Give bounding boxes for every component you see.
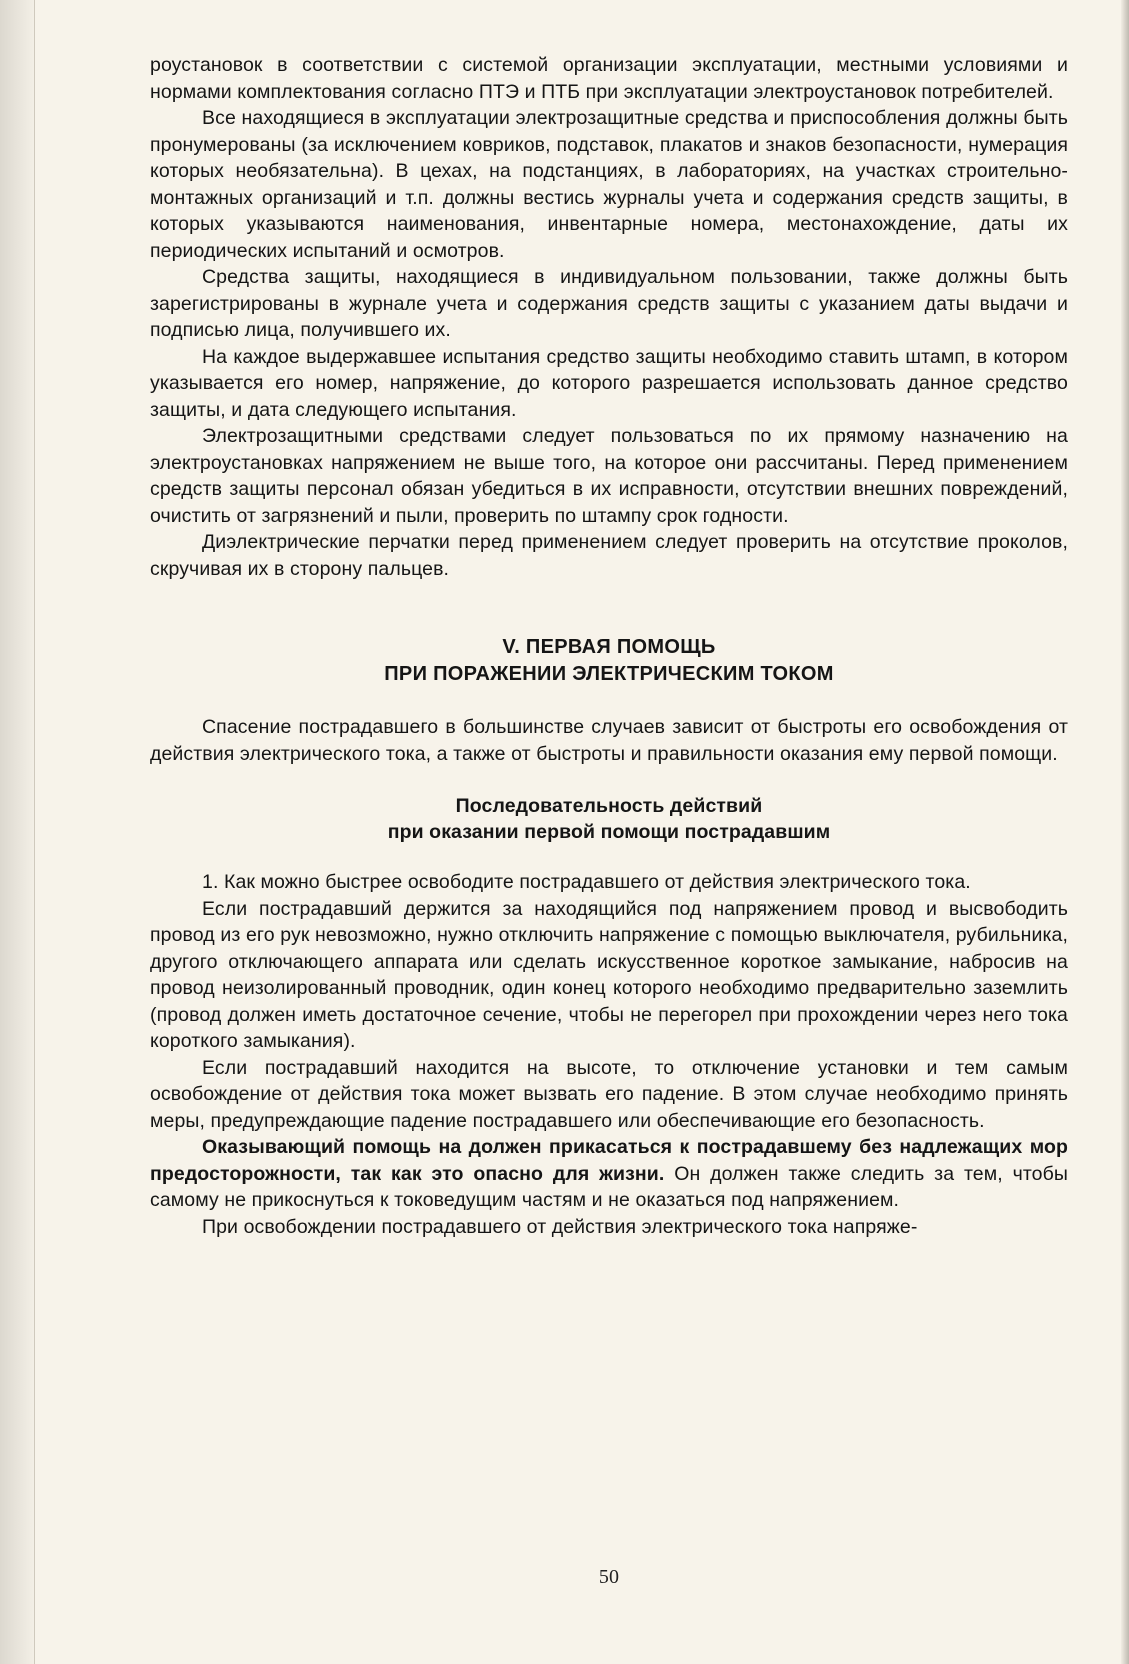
paragraph-warning (150, 1134, 1068, 1214)
subsection-title-line-2: при оказании первой помощи пострадавшим (387, 821, 831, 843)
warning-bold-text: Оказывающий помощь на должен прикасаться к пострадавшему без надлежащих мор предосторожности, так как это опасно для жизни. (150, 1136, 1068, 1185)
section-title-line-1: V. ПЕРВАЯ ПОМОЩЬ (502, 636, 716, 658)
paragraph-height: Если пострадавший находится на высоте, то отключение установки и тем самым освобождение от действия тока может вызвать его падение. В этом случае необходимо принять меры, предупреждающие падение пострадавшего или обеспечивающие его безопасность. (150, 1056, 1068, 1132)
section-title (150, 634, 1068, 688)
subsection-title-line-1: Последовательность действий (455, 795, 763, 817)
subsection-title (150, 793, 1068, 845)
paragraph-usage: Электрозащитными средствами следует пользоваться по их прямому назначению на электроустановках напряжением не выше того, на которое они рассчитаны. Перед применением средств защиты персонал обязан убедиться в их исправности, отсутствии внешних повреждений, очистить от загрязнений и пыли, проверить по штампу срок годности. (150, 425, 1068, 527)
paragraph-individual-use: Средства защиты, находящиеся в индивидуальном пользовании, также должны быть зарегистрированы в журнале учета и содержания средств защиты с указанием даты выдачи и подписью лица, получившего их. (150, 266, 1068, 341)
page-binding-edge (0, 0, 35, 1664)
paragraph-continued: роустановок в соответствии с системой организации эксплуатации, местными условиями и нормами комплектования согласно ПТЭ и ПТБ при эксплуатации электроустановок потребителей. (150, 54, 1068, 103)
page-number: 50 (598, 1566, 620, 1588)
section-title-line-2: ПРИ ПОРАЖЕНИИ ЭЛЕКТРИЧЕСКИМ ТОКОМ (384, 663, 834, 685)
page-right-edge (1121, 0, 1129, 1664)
document-page (150, 52, 1068, 1612)
section-intro: Спасение пострадавшего в большинстве случаев зависит от быстроты его освобождения от действия электрического тока, а также от быстроты и правильности оказания ему первой помощи. (150, 716, 1068, 765)
paragraph-numbering: Все находящиеся в эксплуатации электрозащитные средства и приспособления должны быть пронумерованы (за исключением ковриков, подставок, плакатов и знаков безопасности, нумерация которых необязательна). В цехах, на подстанциях, в лабораториях, на участках строительно-монтажных организаций и т.п. должны вестись журналы учета и содержания средств защиты, в которых указываются наименования, инвентарные номера, местонахождение, даты их периодических испытаний и осмотров. (150, 107, 1068, 262)
paragraph-release: При освобождении пострадавшего от действия электрического тока напряже- (202, 1215, 918, 1238)
paragraph-gloves: Диэлектрические перчатки перед применением следует проверить на отсутствие проколов, скручивая их в сторону пальцев. (150, 531, 1068, 580)
paragraph-stamp: На каждое выдержавшее испытания средство защиты необходимо ставить штамп, в котором указывается его номер, напряжение, до которого разрешается использовать данное средство защиты, и дата следующего испытания. (150, 345, 1068, 421)
paragraph-live-wire: Если пострадавший держится за находящийся под напряжением провод и высвободить провод из его рук невозможно, нужно отключить напряжение с помощью выключателя, рубильника, другого отключающего аппарата или сделать искусственное короткое замыкание, набросив на провод неизолированный проводник, один конец которого необходимо предварительно заземлить (провод должен иметь достаточное сечение, чтобы не перегорел при прохождении через него тока короткого замыкания). (150, 897, 1068, 1052)
step-1: 1. Как можно быстрее освободите пострадавшего от действия электрического тока. (202, 871, 971, 893)
warning-rest-text: Он должен также следить за тем, чтобы самому не прикоснуться к токоведущим частям и не оказаться под напряжением. (150, 1162, 1068, 1211)
